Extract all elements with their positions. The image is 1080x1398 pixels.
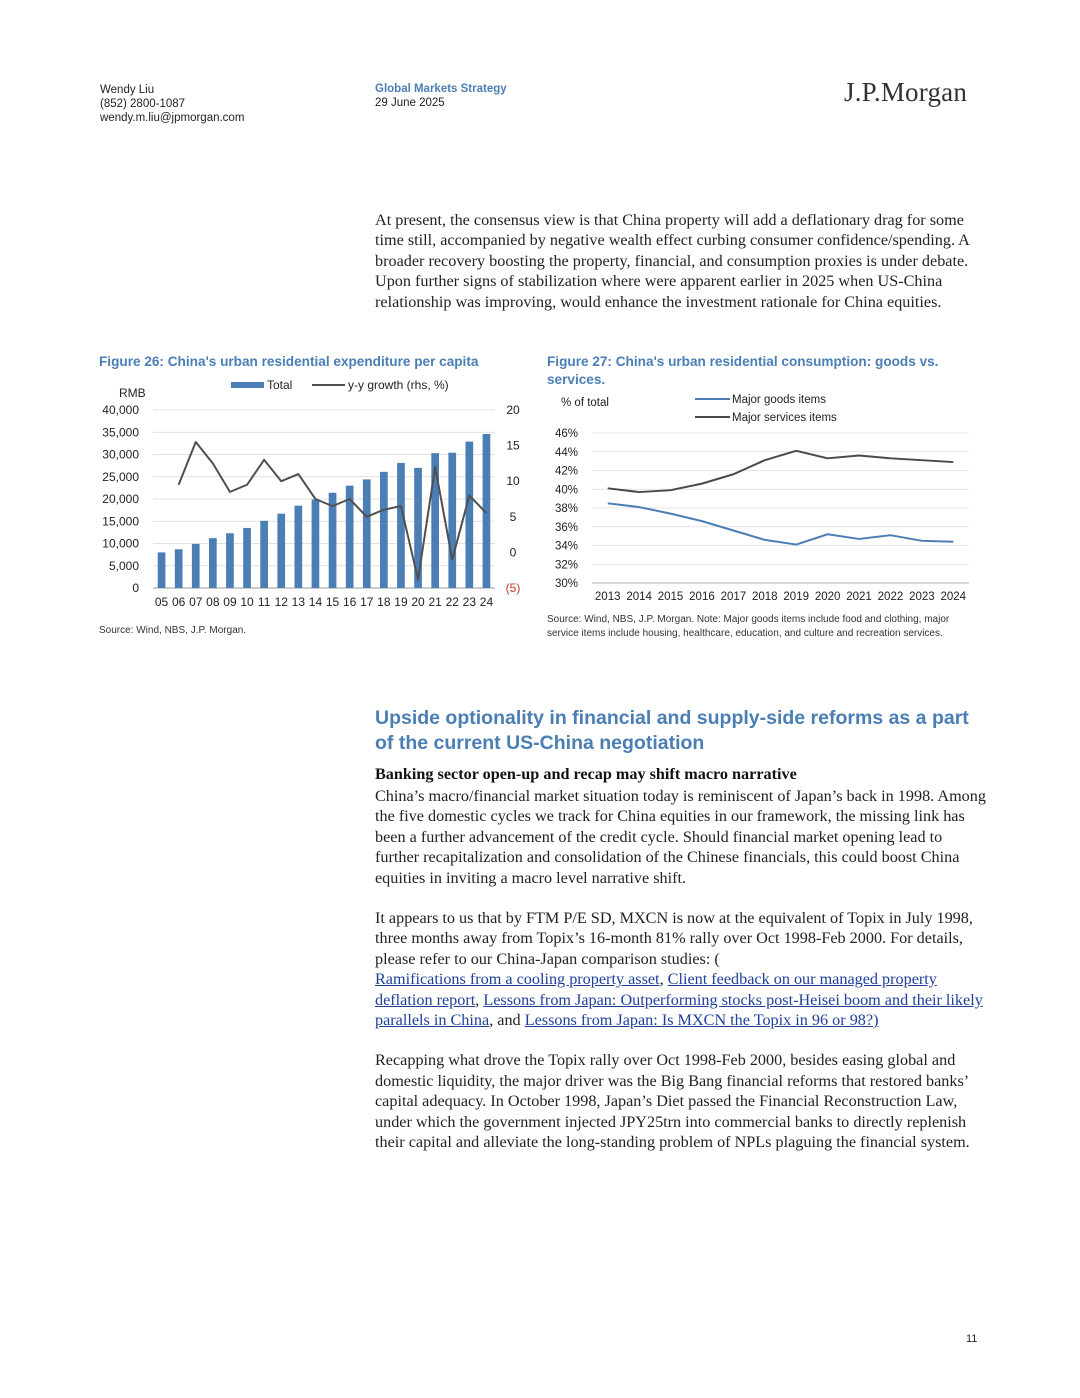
- page-number: 11: [966, 1333, 978, 1345]
- x-tick-label: 16: [342, 595, 357, 609]
- y2-tick-label: 10: [506, 474, 520, 489]
- bar-total: [448, 453, 456, 588]
- x-tick-label: 2017: [720, 591, 747, 603]
- bar-total: [226, 533, 234, 588]
- x-tick-label: 19: [394, 595, 408, 609]
- link-separator: , and: [489, 1011, 525, 1030]
- section-body: [375, 786, 987, 1153]
- y-tick-label: 35,000: [102, 425, 139, 440]
- y-tick-label: 38%: [554, 503, 578, 515]
- paragraph-2: [375, 908, 987, 1030]
- x-tick-label: 2018: [751, 591, 778, 603]
- paragraph-2-text: It appears to us that by FTM P/E SD, MXCN is now at the equivalent of Topix in July 1998, three months away from Topix’s 16-month 81% rally over Oct 1998-Feb 2000. For details, please refer to our China-Japan comparison studies: (: [375, 909, 973, 968]
- jpmorgan-logo: J.P.Morgan: [844, 77, 968, 107]
- x-tick-label: 18: [377, 595, 391, 609]
- x-tick-label: 2015: [657, 591, 684, 603]
- author-email[interactable]: wendy.m.liu@jpmorgan.com: [100, 112, 245, 124]
- x-tick-label: 09: [223, 595, 237, 609]
- x-tick-label: 23: [462, 595, 477, 609]
- legend-total-swatch: [231, 382, 264, 388]
- x-tick-label: 2020: [814, 591, 841, 603]
- link-client-feedback-property-deflation[interactable]: Client feedback on our managed property deflation report: [375, 970, 937, 1009]
- y-tick-label: 20,000: [102, 492, 139, 506]
- figure26-chart: [95, 373, 525, 618]
- y-tick-label: 36%: [554, 521, 578, 534]
- bar-total: [260, 521, 268, 588]
- bar-total: [295, 506, 303, 588]
- figure26-title: Figure 26: China's urban residential expenditure per capita: [99, 354, 479, 369]
- bar-total: [192, 544, 200, 588]
- x-tick-label: 05: [154, 595, 169, 609]
- author-phone: (852) 2800-1087: [100, 98, 186, 110]
- x-tick-label: 21: [428, 595, 442, 609]
- x-tick-label: 2022: [877, 591, 904, 603]
- y-axis-label: % of total: [561, 397, 609, 409]
- section-subheading: Banking sector open-up and recap may shift macro narrative: [375, 765, 797, 783]
- y-tick-label: 46%: [554, 428, 578, 440]
- link-separator: ,: [659, 970, 668, 989]
- x-tick-label: 2014: [626, 591, 652, 603]
- y-tick-label: 32%: [554, 559, 578, 572]
- bar-total: [277, 514, 285, 588]
- bar-total: [243, 528, 251, 588]
- legend-services-label: Major services items: [732, 412, 837, 424]
- y-tick-label: 0: [132, 581, 139, 595]
- y-tick-label: 30%: [554, 578, 578, 590]
- y2-tick-label: 20: [506, 403, 520, 417]
- bar-total: [363, 479, 371, 588]
- y2-tick-label: 5: [509, 509, 517, 524]
- y-tick-label: 42%: [554, 465, 578, 478]
- figure26-source: Source: Wind, NBS, J.P. Morgan.: [99, 625, 247, 636]
- services-line: [608, 451, 954, 492]
- link-separator: ,: [475, 990, 484, 1009]
- x-tick-label: 13: [291, 595, 306, 609]
- y-tick-label: 30,000: [102, 447, 139, 462]
- y-tick-label: 25,000: [102, 469, 139, 484]
- link-ramifications-cooling-property[interactable]: Ramifications from a cooling property asset: [375, 970, 660, 989]
- link-lessons-japan-mxcn-topix[interactable]: Lessons from Japan: Is MXCN the Topix in 96 or 98?): [524, 1011, 879, 1030]
- bar-total: [380, 472, 388, 588]
- team-name: Global Markets Strategy: [375, 83, 507, 95]
- legend-total-label: Total: [267, 378, 293, 392]
- section-heading: Upside optionality in financial and supply-side reforms as a part of the current US-China negotiation: [375, 707, 969, 754]
- x-tick-label: 2016: [689, 591, 715, 603]
- x-tick-label: 2019: [783, 591, 810, 603]
- bar-total: [175, 549, 183, 588]
- y-tick-label: 44%: [554, 446, 578, 459]
- figure27-source: Source: Wind, NBS, J.P. Morgan. Note: Major goods items include food and clothing, major service items include housing, healthcare, education, and culture and recreation services.: [547, 614, 950, 639]
- paragraph-1: China’s macro/financial market situation today is reminiscent of Japan’s back in 1998. Among the five domestic cycles we track for China equities in our framework, the missing link has been a further advancement of the credit cycle. Should financial market opening lead to further recapitalization and consolidation of the Chinese financials, this could boost China equities in inviting a macro level narrative shift.: [375, 787, 986, 887]
- bar-total: [312, 499, 320, 588]
- bar-total: [397, 463, 405, 588]
- y-tick-label: 10,000: [102, 536, 139, 551]
- x-tick-label: 14: [308, 595, 323, 609]
- bar-total: [158, 552, 166, 588]
- x-tick-label: 08: [206, 595, 220, 609]
- intro-paragraph: At present, the consensus view is that China property will add a deflationary drag for some time still, accompanied by negative wealth effect curbing consumer confidence/spending. A broader recovery boosting the property, financial, and consumption proxies is under debate. Upon further signs of stabilization where were apparent earlier in 2025 when US-China relationship was improving, would enhance the investment rationale for China equities.: [375, 211, 969, 311]
- author-block: [100, 83, 244, 125]
- x-tick-label: 10: [240, 595, 254, 609]
- y-tick-label: 40,000: [102, 403, 139, 417]
- report-date: 29 June 2025: [375, 97, 445, 109]
- y2-tick-label: 0: [509, 545, 517, 560]
- figure27-title: Figure 27: China's urban residential consumption: goods vs. services.: [547, 354, 939, 387]
- legend-goods-label: Major goods items: [732, 394, 826, 406]
- y2-tick-label: 15: [506, 438, 520, 453]
- paragraph-3: Recapping what drove the Topix rally over Oct 1998-Feb 2000, besides easing global and domestic liquidity, the major driver was the Big Bang financial reforms that restored banks’ capital adequacy. In October 1998, Japan’s Diet passed the Financial Reconstruction Law, under which the government injected JPY25trn into commercial banks to directly replenish their capital and alleviate the long-standing problem of NPLs plaguing the financial system.: [375, 1051, 970, 1152]
- bar-total: [466, 442, 474, 588]
- x-tick-label: 06: [171, 595, 186, 609]
- x-tick-label: 17: [360, 595, 374, 609]
- x-tick-label: 2024: [940, 591, 967, 603]
- x-tick-label: 24: [479, 595, 494, 609]
- author-name: Wendy Liu: [100, 84, 155, 96]
- x-tick-label: 07: [189, 595, 203, 609]
- y-tick-label: 34%: [554, 540, 578, 553]
- figure27-chart: [547, 388, 977, 610]
- y-tick-label: 15,000: [102, 514, 139, 529]
- x-tick-label: 15: [325, 595, 340, 609]
- y2-tick-label: (5): [505, 581, 521, 595]
- y-tick-label: 5,000: [108, 558, 139, 573]
- y-tick-label: 40%: [554, 484, 578, 497]
- goods-line: [608, 503, 954, 544]
- x-tick-label: 20: [411, 595, 425, 609]
- link-lessons-japan-heisei[interactable]: Lessons from Japan: Outperforming stocks post-Heisei boom and their likely parallels in China: [375, 990, 983, 1030]
- report-meta: [375, 82, 507, 110]
- x-tick-label: 2021: [846, 591, 872, 603]
- legend-growth-label: y-y growth (rhs, %): [348, 378, 449, 392]
- x-tick-label: 22: [445, 595, 459, 609]
- x-tick-label: 11: [257, 595, 271, 609]
- x-tick-label: 2023: [909, 591, 935, 603]
- x-tick-label: 12: [274, 595, 288, 609]
- x-tick-label: 2013: [594, 591, 621, 603]
- bar-total: [209, 538, 217, 588]
- y-axis-label: RMB: [119, 386, 146, 400]
